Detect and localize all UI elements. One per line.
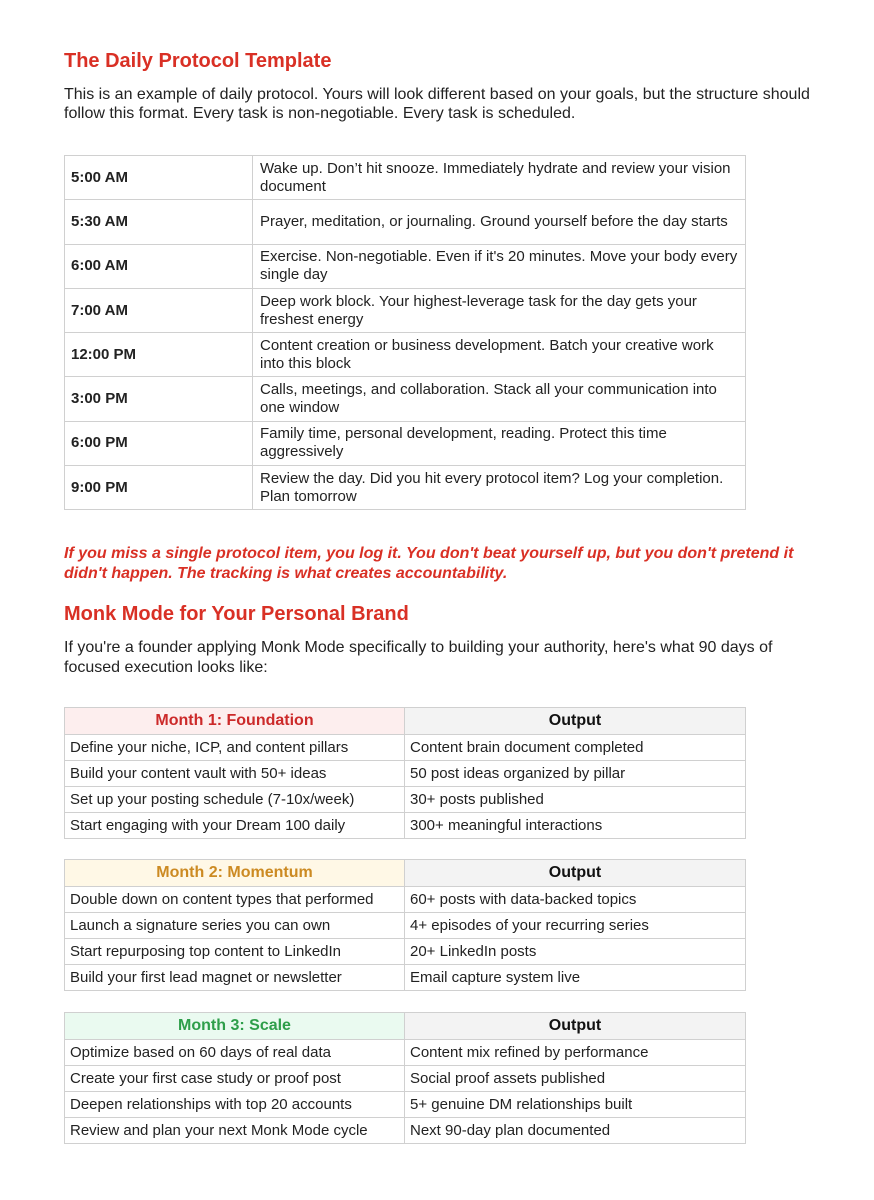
- daily-protocol-intro: This is an example of daily protocol. Yours will look different based on your goals, but the structure should follow this format. Every task is non-negotiable. Every task is scheduled.: [64, 86, 810, 122]
- table-row: [65, 965, 746, 991]
- task-cell: Review the day. Did you hit every protocol item? Log your completion. Plan tomorrow: [253, 466, 746, 510]
- task-cell: Prayer, meditation, or journaling. Ground yourself before the day starts: [253, 200, 746, 244]
- output-cell: 30+ posts published: [405, 787, 746, 813]
- task-cell: Define your niche, ICP, and content pillars: [65, 735, 405, 761]
- task-cell: Deep work block. Your highest-leverage task for the day gets your freshest energy: [253, 288, 746, 332]
- table-header-row: [65, 1013, 746, 1040]
- task-cell: Double down on content types that performed: [65, 887, 405, 913]
- month-1-table: [64, 707, 746, 839]
- output-heading: Output: [405, 708, 746, 735]
- output-cell: Content mix refined by performance: [405, 1040, 746, 1066]
- table-row: [65, 1066, 746, 1092]
- task-cell: Build your content vault with 50+ ideas: [65, 761, 405, 787]
- output-cell: 50 post ideas organized by pillar: [405, 761, 746, 787]
- task-cell: Content creation or business development. Batch your creative work into this block: [253, 333, 746, 377]
- task-cell: Calls, meetings, and collaboration. Stack all your communication into one window: [253, 377, 746, 421]
- table-row: [65, 200, 746, 244]
- output-cell: 5+ genuine DM relationships built: [405, 1092, 746, 1118]
- table-row: [65, 1040, 746, 1066]
- time-cell: 7:00 AM: [65, 288, 253, 332]
- table-header-row: [65, 860, 746, 887]
- task-cell: Optimize based on 60 days of real data: [65, 1040, 405, 1066]
- table-row: [65, 421, 746, 465]
- month-2-table: [64, 859, 746, 991]
- table-row: [65, 156, 746, 200]
- time-cell: 5:00 AM: [65, 156, 253, 200]
- time-cell: 12:00 PM: [65, 333, 253, 377]
- output-cell: 300+ meaningful interactions: [405, 813, 746, 839]
- task-cell: Build your first lead magnet or newsletter: [65, 965, 405, 991]
- table-row: [65, 887, 746, 913]
- output-cell: 4+ episodes of your recurring series: [405, 913, 746, 939]
- task-cell: Deepen relationships with top 20 accounts: [65, 1092, 405, 1118]
- table-row: [65, 787, 746, 813]
- table-row: [65, 813, 746, 839]
- month-3-heading: Month 3: Scale: [65, 1013, 405, 1040]
- daily-protocol-heading: The Daily Protocol Template: [64, 50, 332, 72]
- output-cell: Next 90-day plan documented: [405, 1118, 746, 1144]
- task-cell: Start engaging with your Dream 100 daily: [65, 813, 405, 839]
- daily-schedule-table: [64, 155, 746, 510]
- table-row: [65, 333, 746, 377]
- table-row: [65, 244, 746, 288]
- output-cell: Email capture system live: [405, 965, 746, 991]
- output-cell: 20+ LinkedIn posts: [405, 939, 746, 965]
- task-cell: Launch a signature series you can own: [65, 913, 405, 939]
- output-cell: Content brain document completed: [405, 735, 746, 761]
- monk-mode-heading: Monk Mode for Your Personal Brand: [64, 603, 409, 625]
- time-cell: 3:00 PM: [65, 377, 253, 421]
- table-row: [65, 735, 746, 761]
- table-row: [65, 913, 746, 939]
- table-row: [65, 377, 746, 421]
- table-row: [65, 466, 746, 510]
- time-cell: 5:30 AM: [65, 200, 253, 244]
- task-cell: Start repurposing top content to LinkedIn: [65, 939, 405, 965]
- output-cell: 60+ posts with data-backed topics: [405, 887, 746, 913]
- time-cell: 6:00 PM: [65, 421, 253, 465]
- month-2-heading: Month 2: Momentum: [65, 860, 405, 887]
- month-1-heading: Month 1: Foundation: [65, 708, 405, 735]
- output-cell: Social proof assets published: [405, 1066, 746, 1092]
- output-heading: Output: [405, 1013, 746, 1040]
- table-row: [65, 939, 746, 965]
- task-cell: Create your first case study or proof post: [65, 1066, 405, 1092]
- table-header-row: [65, 708, 746, 735]
- task-cell: Set up your posting schedule (7-10x/week): [65, 787, 405, 813]
- table-row: [65, 1092, 746, 1118]
- task-cell: Wake up. Don’t hit snooze. Immediately hydrate and review your vision document: [253, 156, 746, 200]
- month-3-table: [64, 1012, 746, 1144]
- task-cell: Review and plan your next Monk Mode cycle: [65, 1118, 405, 1144]
- task-cell: Family time, personal development, reading. Protect this time aggressively: [253, 421, 746, 465]
- time-cell: 6:00 AM: [65, 244, 253, 288]
- accountability-note: If you miss a single protocol item, you log it. You don't beat yourself up, but you don't pretend it didn't happen. The tracking is what creates accountability.: [64, 545, 794, 582]
- monk-mode-intro: If you're a founder applying Monk Mode specifically to building your authority, here's what 90 days of focused execution looks like:: [64, 639, 773, 676]
- table-row: [65, 288, 746, 332]
- time-cell: 9:00 PM: [65, 466, 253, 510]
- table-row: [65, 761, 746, 787]
- table-row: [65, 1118, 746, 1144]
- task-cell: Exercise. Non-negotiable. Even if it's 20 minutes. Move your body every single day: [253, 244, 746, 288]
- output-heading: Output: [405, 860, 746, 887]
